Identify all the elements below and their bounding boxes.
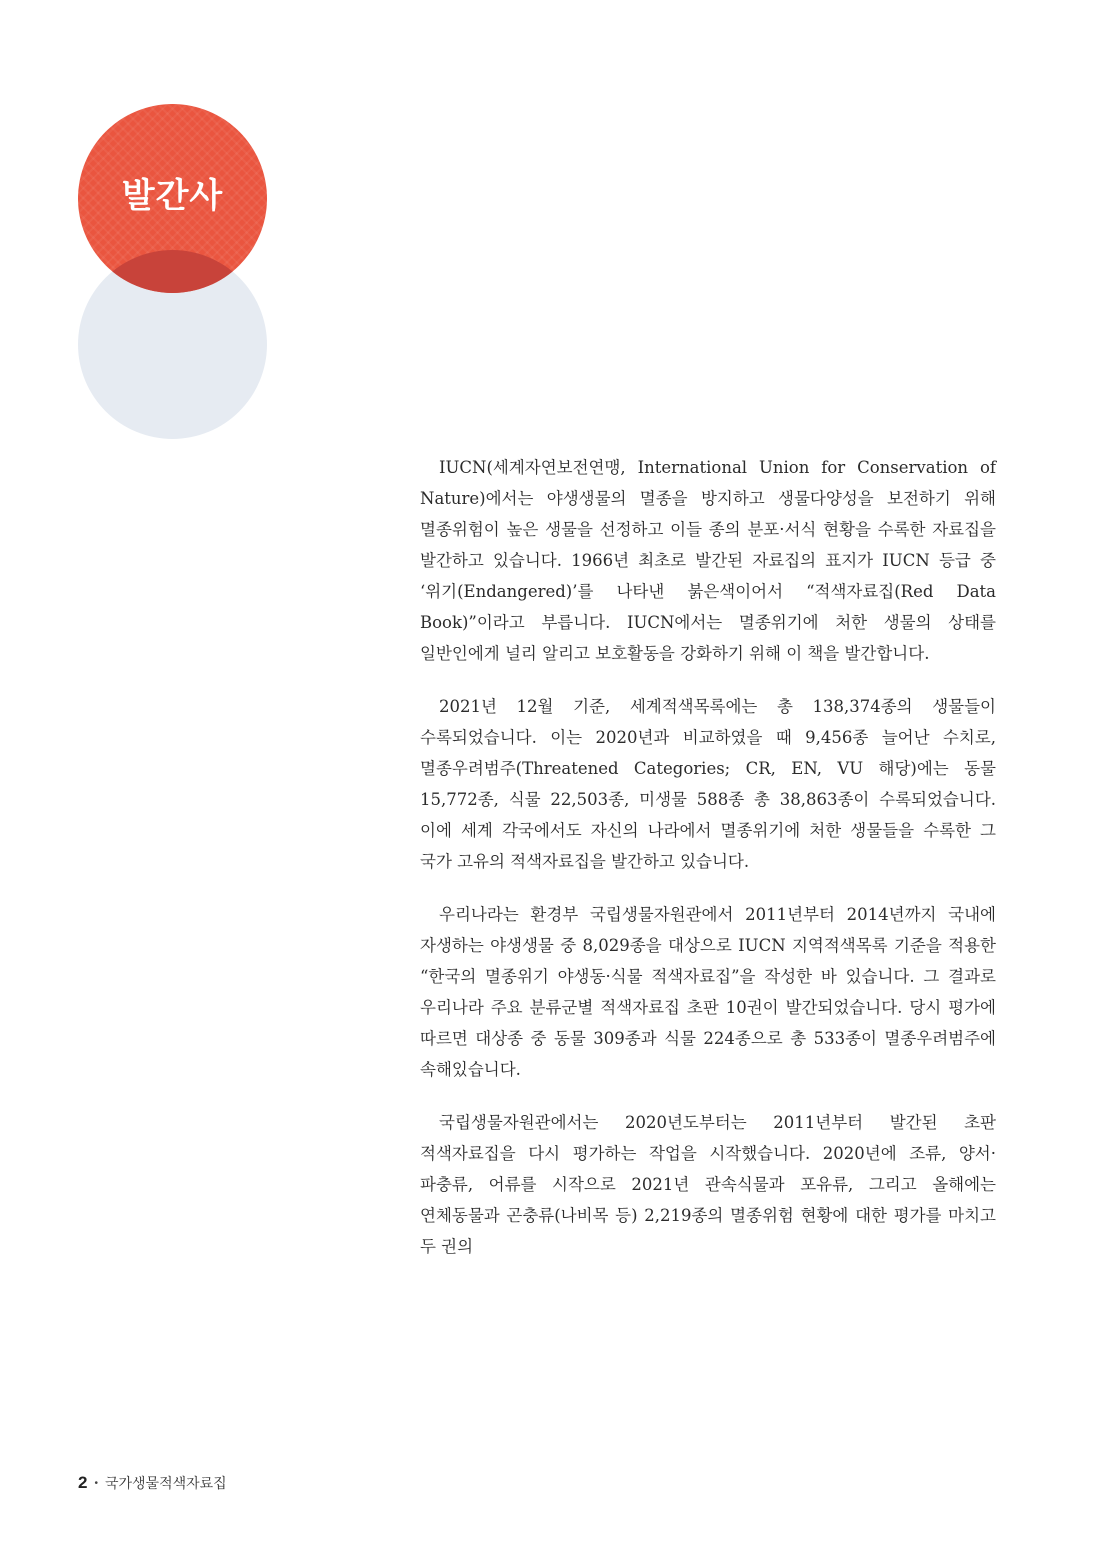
paragraph-1: IUCN(세계자연보전연맹, International Union for Conservation of Nature)에서는 야생생물의 멸종을 방지하고 생물다양성을 보전하기 위해 멸종위험이 높은 생물을 선정하고 이들 종의 분포·서식 현황을 수록한 자료집을 발간하고 있습니다. 1966년 최초로 발간된 자료집의 표지가 IUCN 등급 중 ‘위기(Endangered)’를 나타낸 붉은색이어서 “적색자료집(Red Data Book)”이라고 부릅니다. IUCN에서는 멸종위기에 처한 생물의 상태를 일반인에게 널리 알리고 보호활동을 강화하기 위해 이 책을 발간합니다. [420,458,996,663]
page-footer [78,1473,227,1493]
paragraph-2: 2021년 12월 기준, 세계적색목록에는 총 138,374종의 생물들이 수록되었습니다. 이는 2020년과 비교하였을 때 9,456종 늘어난 수치로, 멸종우려범주(Threatened Categories; CR, EN, VU 해당)에는 동물 15,772종, 식물 22,503종, 미생물 588종 총 38,863종이 수록되었습니다. 이에 세계 각국에서도 자신의 나라에서 멸종위기에 처한 생물들을 수록한 그 국가 고유의 적색자료집을 발간하고 있습니다. [420,697,996,871]
section-title: 발간사 [121,176,224,216]
page-number: 2 [78,1473,88,1492]
footer-separator: • [94,1477,98,1489]
paragraph-4: 국립생물자원관에서는 2020년도부터는 2011년부터 발간된 초판 적색자료집을 다시 평가하는 작업을 시작했습니다. 2020년에 조류, 양서·파충류, 어류를 시작으로 2021년 관속식물과 포유류, 그리고 올해에는 연체동물과 곤충류(나비목 등) 2,219종의 멸종위험 현황에 대한 평가를 마치고 두 권의 [420,1113,996,1256]
publication-title: 국가생물적색자료집 [104,1475,227,1491]
body-text [420,452,996,1284]
paragraph-3: 우리나라는 환경부 국립생물자원관에서 2011년부터 2014년까지 국내에 자생하는 야생생물 중 8,029종을 대상으로 IUCN 지역적색목록 기준을 적용한 “한국의 멸종위기 야생동·식물 적색자료집”을 작성한 바 있습니다. 그 결과로 우리나라 주요 분류군별 적색자료집 초판 10권이 발간되었습니다. 당시 평가에 따르면 대상종 중 동물 309종과 식물 224종으로 총 533종이 멸종우려범주에 속해있습니다. [420,905,996,1079]
